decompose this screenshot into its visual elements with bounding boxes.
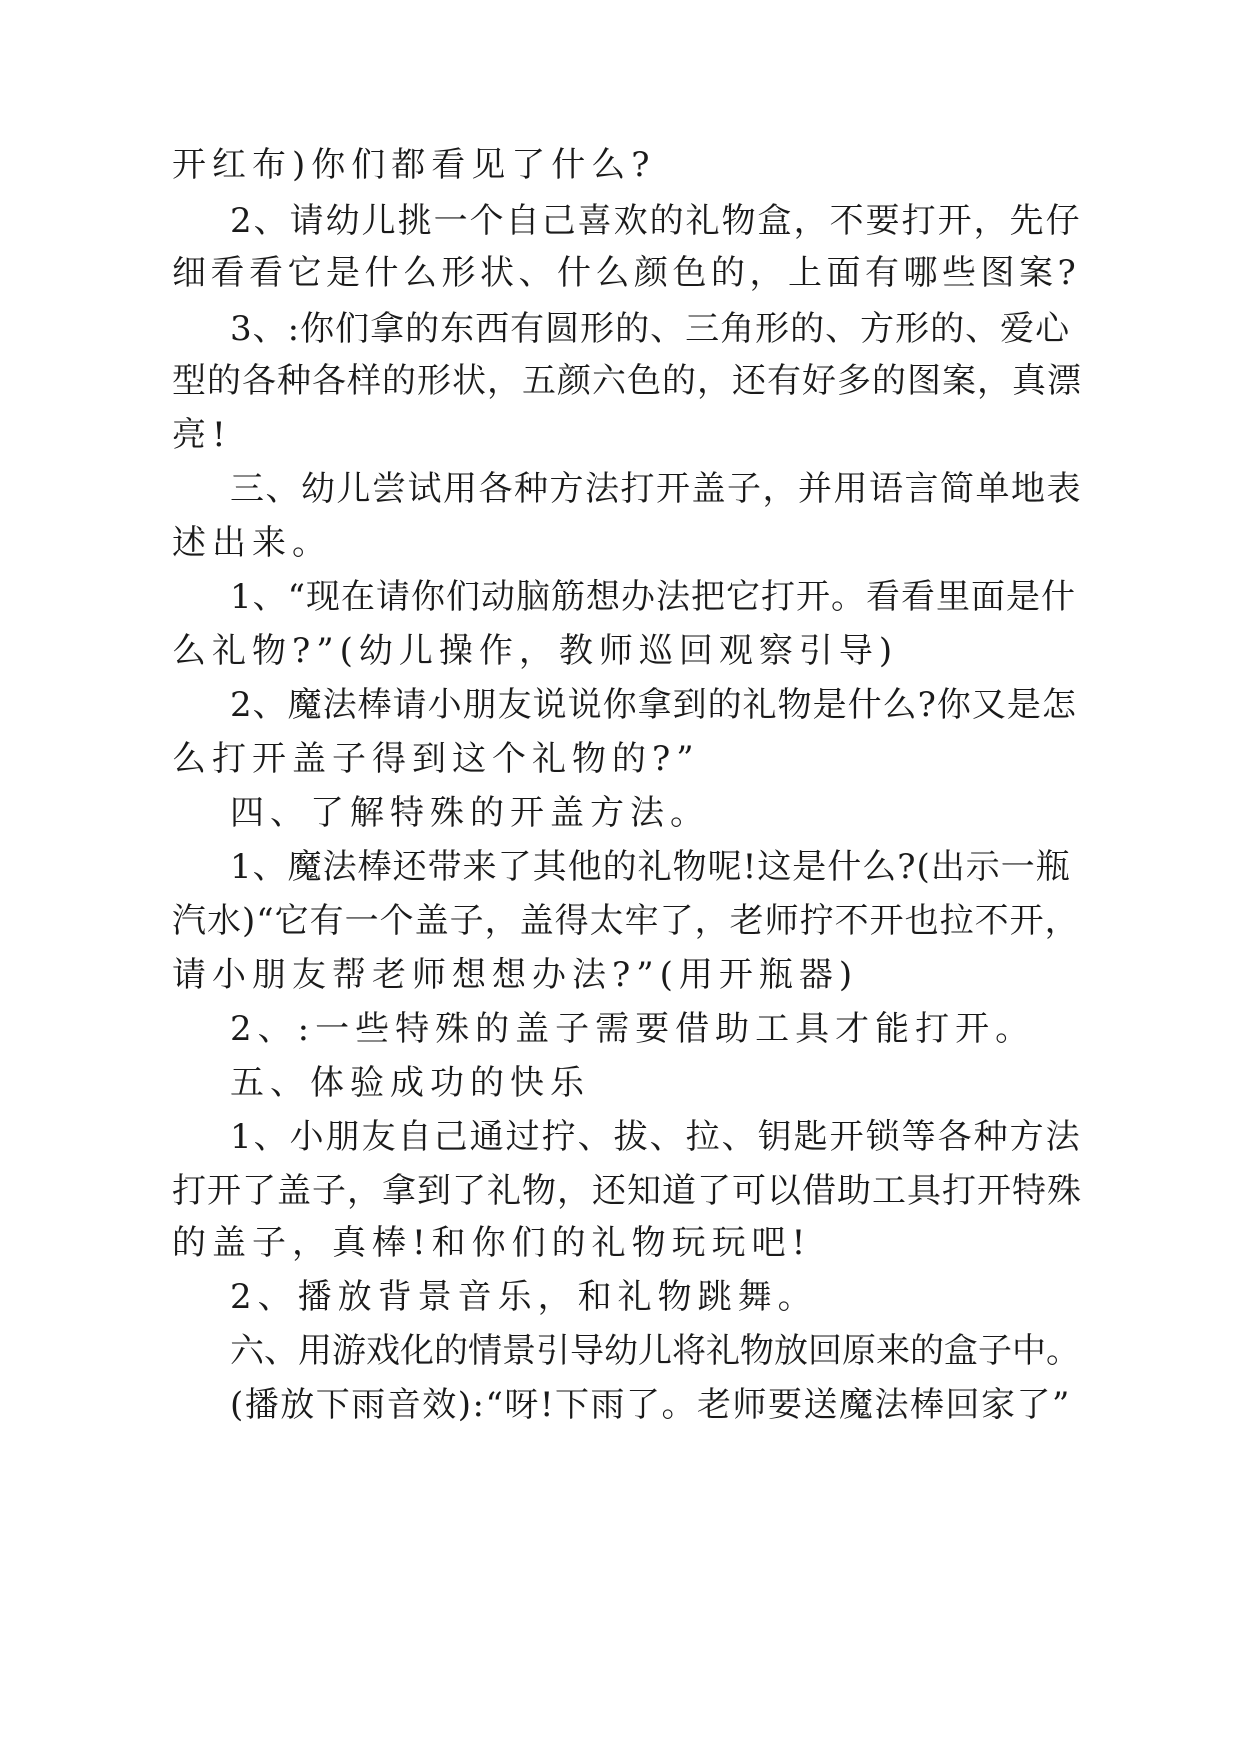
text-line: 1、“现在请你们动脑筋想办法把它打开。看看里面是什: [230, 577, 1077, 617]
text-line: 三、幼儿尝试用各种方法打开盖子，并用语言简单地表: [230, 469, 1082, 509]
text-line: 汽水)“它有一个盖子，盖得太牢了，老师拧不开也拉不开，: [172, 901, 1080, 941]
text-line: 1、小朋友自己通过拧、拔、拉、钥匙开锁等各种方法: [230, 1117, 1082, 1157]
text-line: 细看看它是什么形状、什么颜色的，上面有哪些图案?: [172, 253, 1081, 293]
text-line: 四、了解特殊的开盖方法。: [230, 793, 710, 833]
text-line: (播放下雨音效):“呀!下雨了。老师要送魔法棒回家了”: [230, 1385, 1071, 1425]
text-line: 打开了盖子，拿到了礼物，还知道了可以借助工具打开特殊: [172, 1171, 1082, 1211]
text-line: 么礼物?”(幼儿操作，教师巡回观察引导): [172, 631, 899, 671]
text-line: 么打开盖子得到这个礼物的?”: [172, 739, 700, 779]
text-line: 2、魔法棒请小朋友说说你拿到的礼物是什么?你又是怎: [230, 685, 1077, 725]
text-line: 2、请幼儿挑一个自己喜欢的礼物盒，不要打开，先仔: [230, 201, 1082, 241]
text-line: 型的各种各样的形状，五颜六色的，还有好多的图案，真漂: [172, 361, 1082, 401]
text-line: 述出来。: [172, 523, 332, 563]
text-line: 请小朋友帮老师想想办法?”(用开瓶器): [172, 955, 859, 995]
text-line: 开红布)你们都看见了什么?: [172, 145, 656, 185]
text-line: 1、魔法棒还带来了其他的礼物呢!这是什么?(出示一瓶: [230, 847, 1071, 887]
text-line: 2、播放背景音乐，和礼物跳舞。: [230, 1277, 818, 1317]
text-line: 亮!: [172, 415, 232, 455]
text-line: 2、:一些特殊的盖子需要借助工具才能打开。: [230, 1009, 1036, 1049]
text-line: 五、体验成功的快乐: [230, 1063, 590, 1103]
text-line: 3、:你们拿的东西有圆形的、三角形的、方形的、爱心: [230, 309, 1071, 349]
text-line: 六、用游戏化的情景引导幼儿将礼物放回原来的盒子中。: [230, 1331, 1080, 1371]
text-line: 的盖子，真棒!和你们的礼物玩玩吧!: [172, 1223, 812, 1263]
